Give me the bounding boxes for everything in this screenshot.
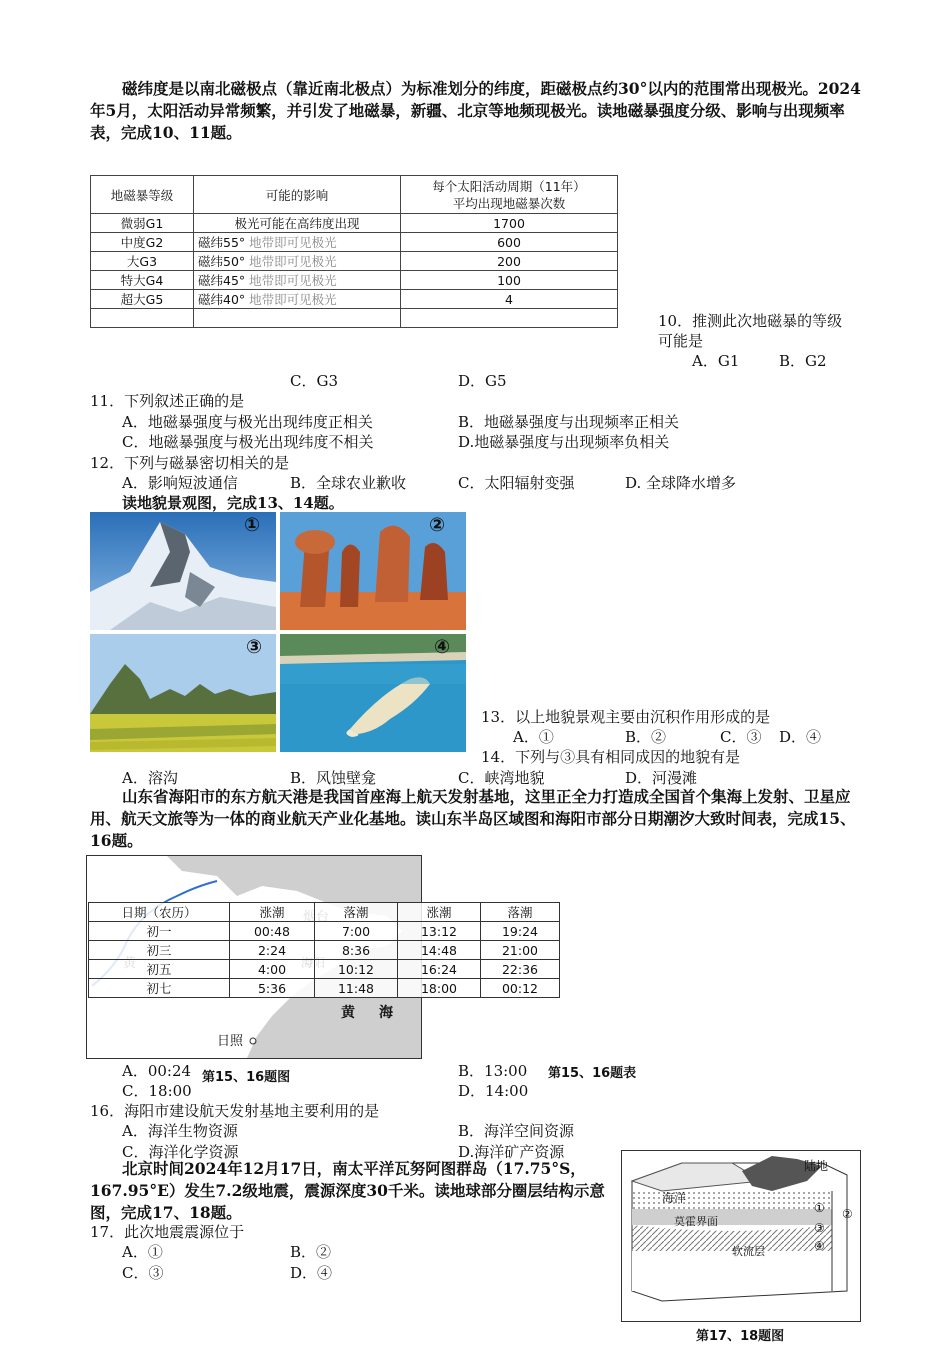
q13-option-c[interactable]: C．③ (720, 728, 762, 746)
q11-option-a[interactable]: A．地磁暴强度与极光出现纬度正相关 (122, 413, 373, 431)
intro-paragraph-geomagnetic: 磁纬度是以南北磁极点（靠近南北极点）为标准划分的纬度，距磁极点约30°以内的范围常出现极光。2024年5月，太阳活动异常频繁，并引发了地磁暴，新疆、北京等地频现极光。读地磁暴强度分级、影响与出现频率表，完成10、11题。 (90, 79, 861, 142)
table-row: 大G3 磁纬50° 地带即可见极光 200 (91, 252, 618, 271)
q15-option-b[interactable]: B．13:00 (458, 1062, 528, 1080)
table-row: 初七 5:36 11:48 18:00 00:12 (89, 979, 560, 998)
q15-option-c[interactable]: C．18:00 (122, 1082, 192, 1100)
q16-option-b[interactable]: B．海洋空间资源 (458, 1122, 575, 1140)
table-row (91, 309, 618, 328)
q14-option-c[interactable]: C．峡湾地貌 (458, 769, 545, 787)
q14-option-d[interactable]: D．河漫滩 (625, 769, 698, 787)
q17-option-d[interactable]: D．④ (290, 1264, 333, 1282)
q13-stem: 13．以上地貌景观主要由沉积作用形成的是 (481, 708, 771, 726)
q10-stem: 10．推测此次地磁暴的等级 (658, 312, 843, 330)
table-row: 超大G5 磁纬40° 地带即可见极光 4 (91, 290, 618, 309)
table-row: 初三 2:24 8:36 14:48 21:00 (89, 941, 560, 960)
q10-option-c[interactable]: C．G3 (290, 372, 339, 390)
shandong-map: 黄 海 日照 (86, 855, 422, 1059)
q17-option-c[interactable]: C．③ (122, 1264, 164, 1282)
caption-map: 第15、16题图 (202, 1070, 291, 1085)
caption-tide-table: 第15、16题表 (548, 1066, 637, 1081)
q11-option-d[interactable]: D.地磁暴强度与出现频率负相关 (458, 433, 670, 451)
q17-option-b[interactable]: B．② (290, 1243, 332, 1261)
photo-sand-spit: ④ (280, 634, 466, 752)
q10-stem-cont: 可能是 (658, 332, 704, 350)
table-row: 特大G4 磁纬45° 地带即可见极光 100 (91, 271, 618, 290)
q16-option-c[interactable]: C．海洋化学资源 (122, 1143, 239, 1161)
q10-option-b[interactable]: B．G2 (779, 352, 827, 370)
q12-option-d[interactable]: D. 全球降水增多 (625, 474, 737, 492)
q13-option-a[interactable]: A．① (513, 728, 554, 746)
q12-stem: 12．下列与磁暴密切相关的是 (90, 454, 290, 472)
q14-stem: 14．下列与③具有相同成因的地貌有是 (481, 748, 741, 766)
header-level: 地磁暴等级 (91, 176, 194, 214)
q17-option-a[interactable]: A．① (122, 1243, 163, 1261)
header-count: 每个太阳活动周期（11年） 平均出现地磁暴次数 (401, 176, 618, 214)
q14-option-a[interactable]: A．溶沟 (122, 769, 178, 787)
q15-option-d[interactable]: D．14:00 (458, 1082, 529, 1100)
header-impact: 可能的影响 (194, 176, 401, 214)
intro-paragraph-earthquake: 北京时间2024年12月17日，南太平洋瓦努阿图群岛（17.75°S，167.95°E）发生7.2级地震，震源深度30千米。读地球部分圈层结构示意图，完成17、18题。 (90, 1159, 605, 1222)
q12-option-b[interactable]: B．全球农业歉收 (290, 474, 407, 492)
q10-option-a[interactable]: A．G1 (692, 352, 740, 370)
q10-option-d[interactable]: D．G5 (458, 372, 507, 390)
caption-earth-diagram: 第17、18题图 (696, 1329, 785, 1344)
q12-option-c[interactable]: C．太阳辐射变强 (458, 474, 575, 492)
q13-option-d[interactable]: D．④ (779, 728, 822, 746)
photo-karst-fields: ③ (90, 634, 276, 752)
q16-option-a[interactable]: A．海洋生物资源 (122, 1122, 238, 1140)
tide-table: 日期（农历） 涨潮 落潮 涨潮 落潮 初一 00:48 7:00 13:12 19:24 初三 2:24 8:36 14:48 21:00 初五 4:00 10:12 16:24 22:36 初七 5:36 11:48 18:00 00:12 (88, 902, 560, 998)
q17-stem: 17．此次地震震源位于 (90, 1223, 245, 1241)
table-row: 初五 4:00 10:12 16:24 22:36 (89, 960, 560, 979)
q13-option-b[interactable]: B．② (625, 728, 667, 746)
photo-mountain-peak: ① (90, 512, 276, 630)
q12-option-a[interactable]: A．影响短波通信 (122, 474, 238, 492)
q14-option-b[interactable]: B．风蚀壁龛 (290, 769, 377, 787)
q11-option-b[interactable]: B．地磁暴强度与出现频率正相关 (458, 413, 680, 431)
intro-paragraph-spaceport: 山东省海阳市的东方航天港是我国首座海上航天发射基地，这里正全力打造成全国首个集海上发射、卫星应用、航天文旅等为一体的商业航天产业化基地。读山东半岛区域图和海阳市部分日期潮汐大致时间表，完成15、16题。 (90, 787, 856, 850)
q15-option-a[interactable]: A．00:24 (122, 1062, 192, 1080)
q16-stem: 16．海阳市建设航天发射基地主要利用的是 (90, 1102, 380, 1120)
photo-red-rock-pillars: ② (280, 512, 466, 630)
q11-stem: 11．下列叙述正确的是 (90, 392, 245, 410)
table-row: 中度G2 磁纬55° 地带即可见极光 600 (91, 233, 618, 252)
table-row: 初一 00:48 7:00 13:12 19:24 (89, 922, 560, 941)
q11-option-c[interactable]: C．地磁暴强度与极光出现纬度不相关 (122, 433, 374, 451)
table-row: 微弱G1 极光可能在高纬度出现 1700 (91, 214, 618, 233)
earth-layers-diagram: 陆地 海洋 莫霍界面 软流层 ① ② ③ ④ (621, 1150, 861, 1322)
q16-option-d[interactable]: D.海洋矿产资源 (458, 1143, 565, 1161)
geomagnetic-storm-table (90, 175, 618, 328)
intro-landform: 读地貌景观图，完成13、14题。 (122, 494, 344, 512)
